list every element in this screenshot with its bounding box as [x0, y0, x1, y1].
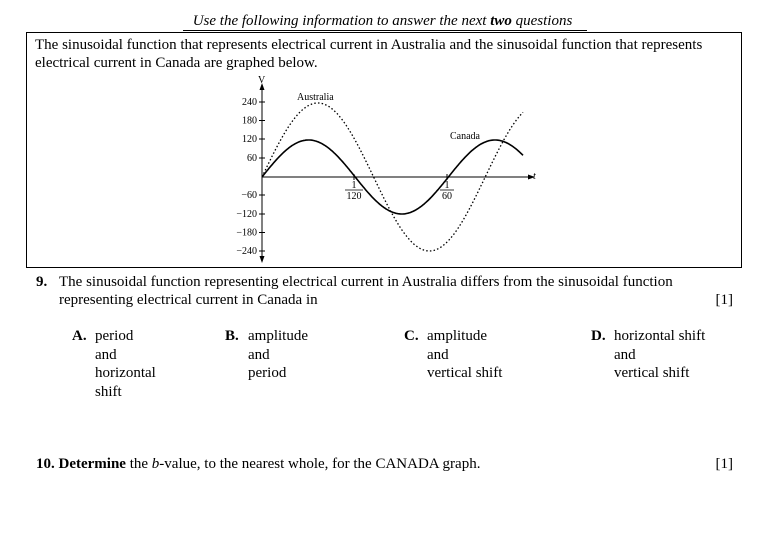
choice-a-line-1: period	[95, 328, 134, 344]
question-10-bold-word: Determine	[58, 456, 126, 472]
question-9-number: 9.	[36, 274, 48, 290]
choice-d-text	[614, 327, 705, 383]
y-tick-label-neg120: −120	[236, 209, 257, 220]
x-tick-1-60-numerator: 1	[444, 180, 450, 191]
choice-b-line-2: and	[248, 346, 270, 363]
choice-a-text	[95, 327, 156, 401]
y-tick-label-240: 240	[242, 97, 257, 108]
y-axis-arrow-down	[260, 256, 265, 263]
question-10-marks: [1]	[715, 456, 733, 472]
x-tick-1-120-numerator: 1	[351, 180, 357, 191]
question-10-text-after: -value, to the nearest whole, for the CANADA graph.	[159, 456, 481, 472]
information-text: The sinusoidal function that represents electrical current in Australia and the sinusoidal function that represents electrical current in Canada are graphed below.	[35, 37, 703, 71]
y-axis-label: V	[258, 75, 266, 86]
x-axis-label: t	[533, 171, 536, 182]
question-10	[36, 456, 736, 473]
sinusoid-graph	[27, 33, 743, 269]
choice-d-line-3: vertical shift	[614, 365, 690, 381]
choice-a-line-3: horizontal	[95, 365, 156, 381]
y-tick-label-60: 60	[247, 153, 257, 164]
question-9-line-2: representing electrical current in Canada in	[59, 292, 318, 308]
y-tick-label-180: 180	[242, 115, 257, 127]
australia-label: Australia	[297, 92, 334, 103]
choice-b-text	[248, 327, 308, 383]
y-tick-label-120: 120	[242, 134, 257, 145]
choice-b-line-1: amplitude	[248, 328, 308, 344]
choice-a-line-4: shift	[95, 383, 122, 400]
canada-label: Canada	[450, 131, 480, 142]
choice-c-text	[427, 327, 502, 383]
question-9-text	[59, 273, 719, 309]
choice-d-line-1: horizontal shift	[614, 328, 706, 344]
choice-a-letter: A.	[72, 328, 87, 344]
question-9-line-1: The sinusoidal function representing electrical current in Australia differs from the sinusoidal function	[59, 274, 673, 290]
question-10-variable: b	[151, 456, 160, 472]
choice-d-line-2: and	[614, 346, 636, 363]
y-tick-label-neg240: −240	[236, 246, 257, 257]
choice-c-line-2: and	[427, 346, 449, 363]
information-box	[26, 32, 742, 268]
instruction-underline	[183, 30, 587, 31]
choice-c-letter: C.	[404, 328, 419, 344]
choice-a-line-2: and	[95, 346, 117, 363]
x-tick-1-120-denominator: 120	[346, 191, 362, 202]
question-9-marks: [1]	[715, 292, 733, 308]
instruction-bold-word: two	[490, 13, 512, 29]
choice-c-line-3: vertical shift	[427, 365, 503, 381]
instruction-prefix: Use the following information to answer the next	[192, 13, 487, 29]
choice-b-letter: B.	[225, 328, 239, 344]
x-ticks	[345, 174, 454, 202]
y-tick-label-neg180: −180	[236, 227, 257, 239]
x-tick-1-60-denominator: 60	[442, 191, 452, 202]
instruction-suffix: questions	[515, 13, 573, 29]
question-10-text-before: the	[125, 456, 152, 472]
choice-b-line-3: period	[248, 365, 287, 381]
y-ticks	[236, 97, 265, 257]
question-10-number: 10.	[36, 456, 55, 472]
choice-d-letter: D.	[591, 328, 606, 344]
choice-c-line-1: amplitude	[427, 328, 487, 344]
y-tick-label-neg60: −60	[241, 190, 257, 201]
instruction-header	[0, 13, 765, 30]
